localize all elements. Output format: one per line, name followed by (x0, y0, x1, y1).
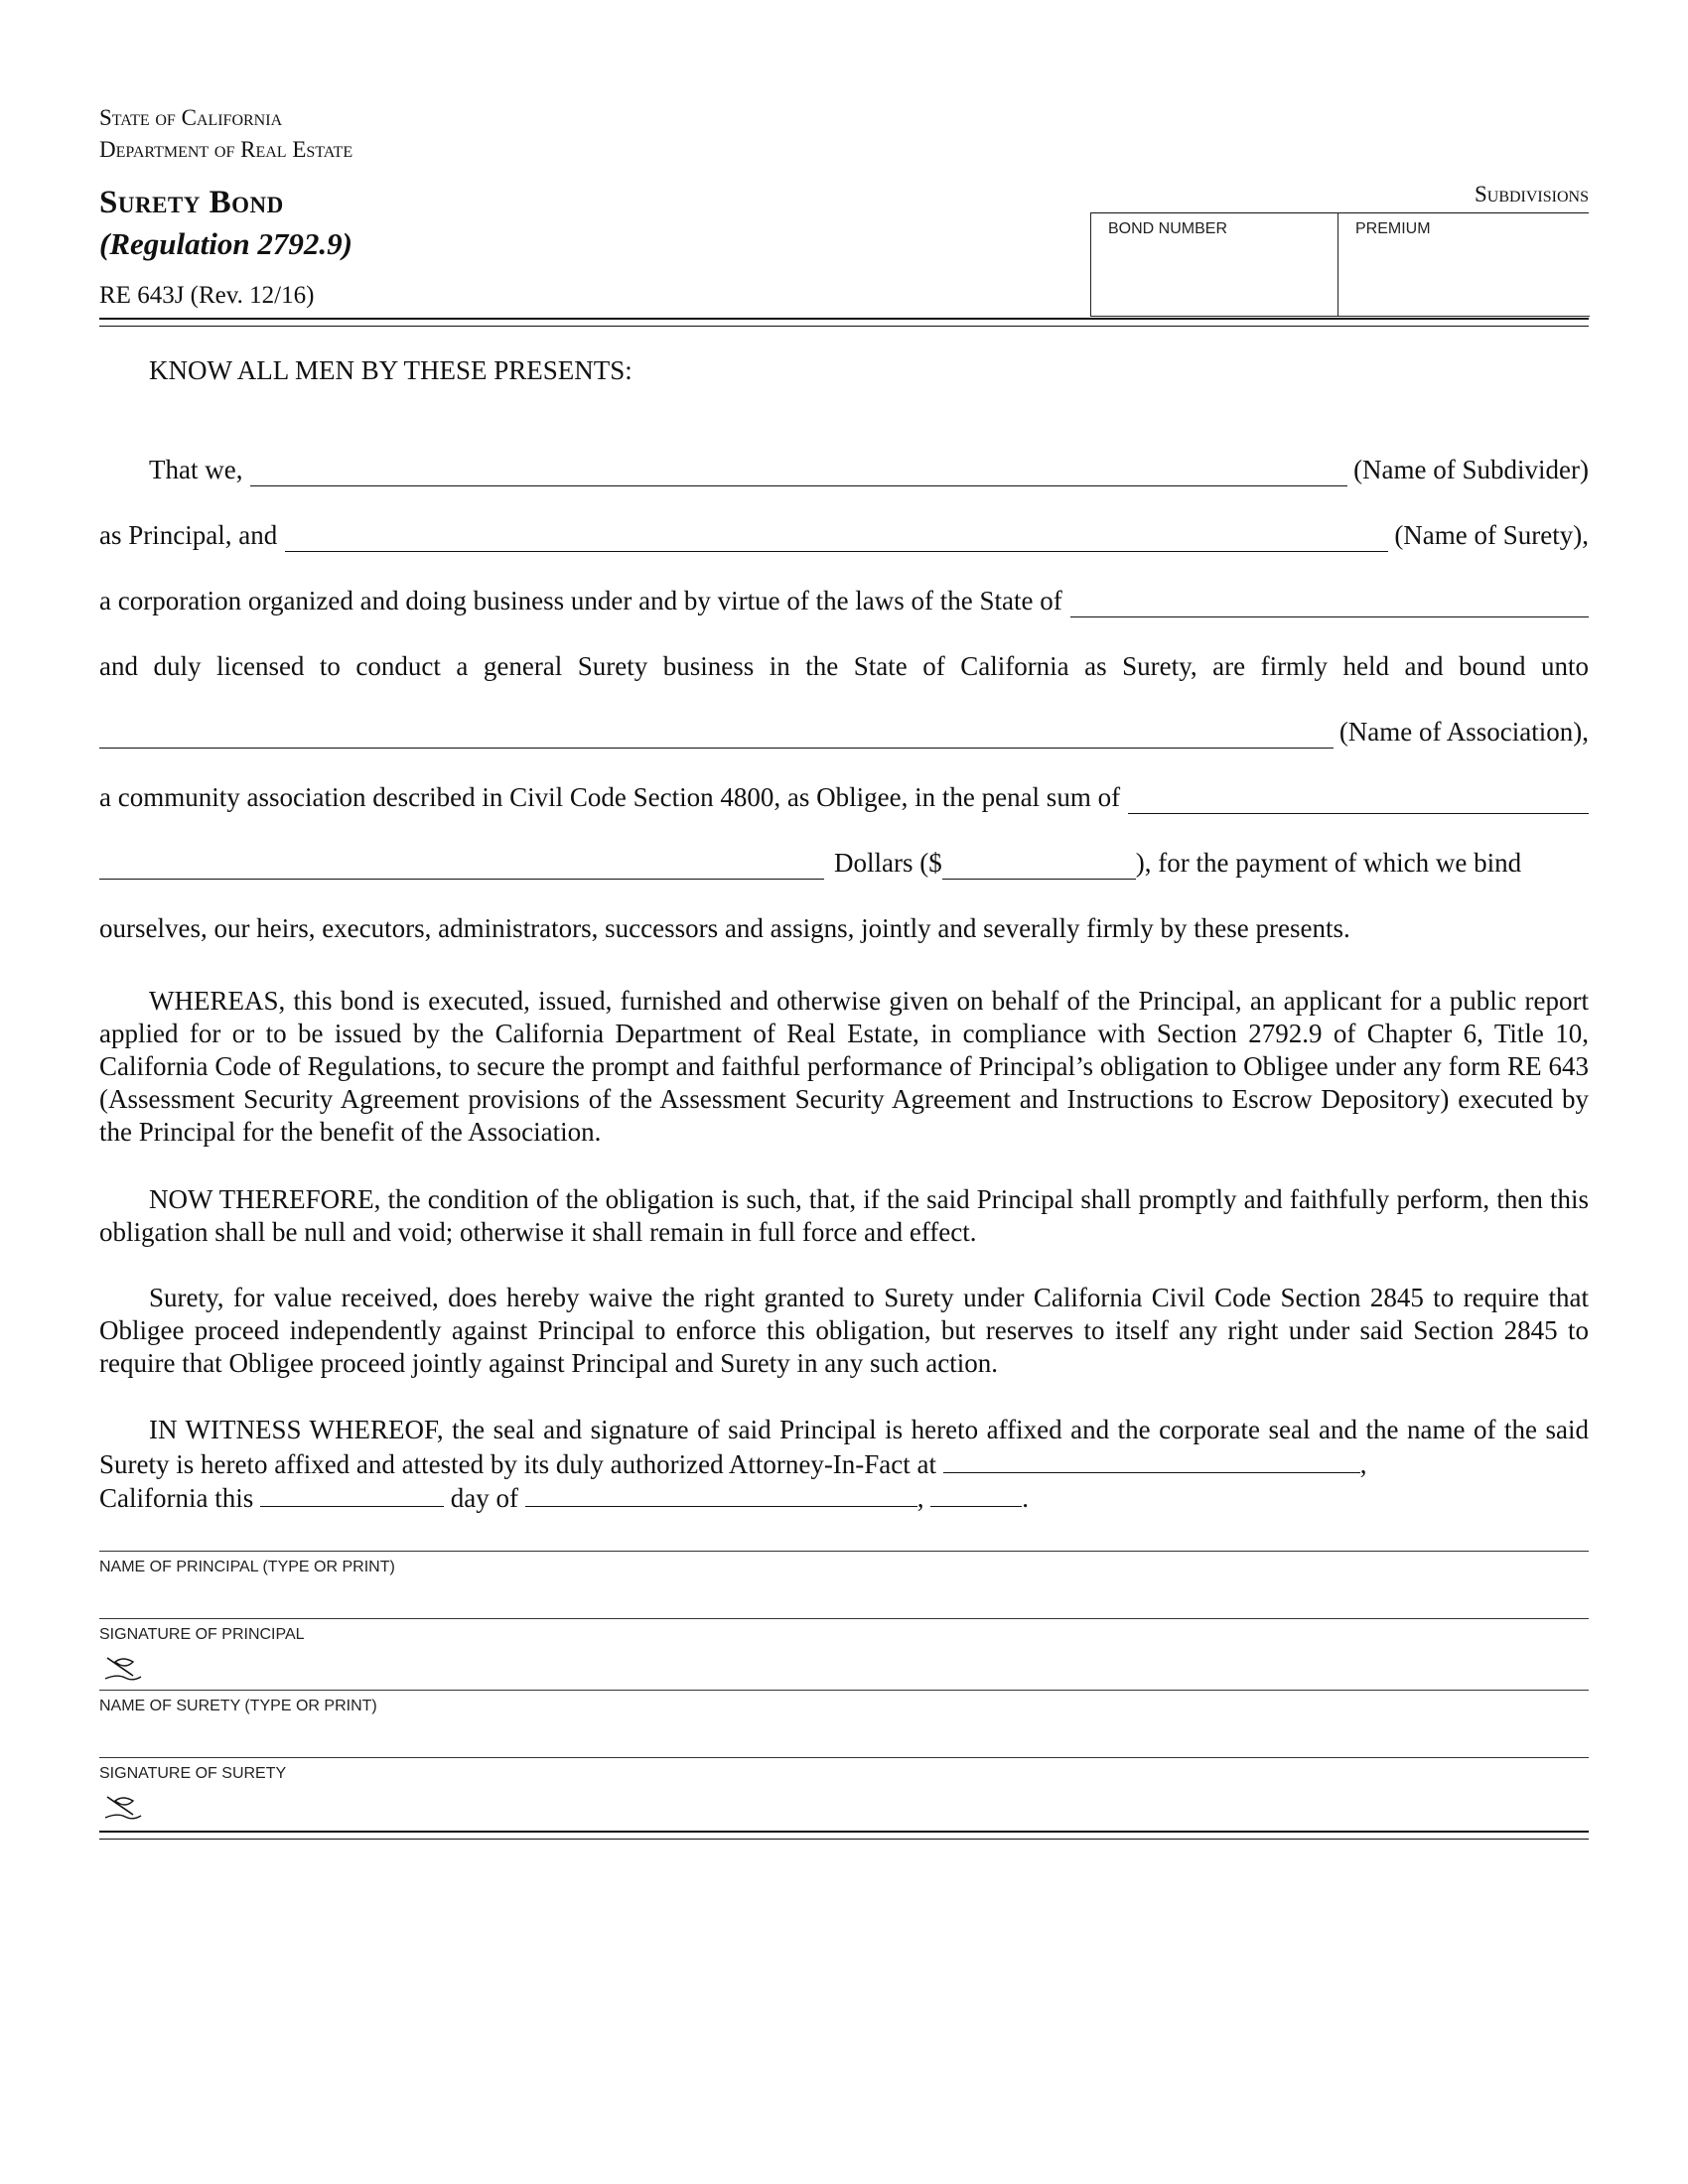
licensed-text: and duly licensed to conduct a general Surety business in the State of California as Surety, are firmly held and bound unto (99, 651, 1589, 681)
name-of-principal-label: NAME OF PRINCIPAL (TYPE OR PRINT) (99, 1559, 395, 1575)
california-this-label: California this (99, 1483, 254, 1513)
signature-of-principal-line[interactable] (99, 1618, 1589, 1619)
footer-divider (99, 1831, 1589, 1833)
state-of-incorporation-blank[interactable] (1070, 591, 1589, 617)
regulation-reference: (Regulation 2792.9) (99, 226, 352, 261)
bond-number-field[interactable] (1090, 212, 1337, 317)
corporation-text: a corporation organized and doing business under and by virtue of the laws of the State of (99, 586, 1062, 615)
surety-waiver-paragraph: Surety, for value received, does hereby waive the right granted to Surety under California Civil Code Section 2845 to require that Obligee proceed independently against Principal to enforce this obligation, but reserves to itself any right under said Section 2845 to require that Obligee proceed jointly against Principal and Surety in any such action. (99, 1283, 1589, 1378)
penal-sum-words-blank[interactable] (1128, 787, 1589, 814)
signature-of-surety-label: SIGNATURE OF SURETY (99, 1765, 287, 1782)
licensed-row (99, 649, 1589, 683)
premium-label: PREMIUM (1355, 220, 1431, 237)
attorney-location-blank[interactable] (943, 1446, 1360, 1473)
state-row (99, 584, 1589, 617)
name-of-surety-label: NAME OF SURETY (TYPE OR PRINT) (99, 1698, 377, 1714)
form-title: Surety Bond (99, 185, 284, 220)
subdivider-row (99, 453, 1589, 486)
surety-name-blank[interactable] (285, 525, 1388, 552)
name-of-surety-line[interactable] (99, 1690, 1589, 1691)
date-row (99, 1480, 1029, 1515)
premium-field[interactable] (1337, 212, 1590, 317)
footer-divider-thin (99, 1839, 1589, 1840)
signature-of-principal-label: SIGNATURE OF PRINCIPAL (99, 1626, 305, 1643)
witness-comma: , (1359, 1449, 1367, 1479)
association-row (99, 715, 1589, 749)
heirs-text: ourselves, our heirs, executors, administrators, successors and assigns, jointly and severally firmly by these presents. (99, 913, 1350, 943)
header-divider (99, 318, 1589, 320)
date-period: . (1022, 1483, 1029, 1513)
day-of-label: day of (450, 1483, 518, 1513)
that-we-label: That we, (149, 455, 243, 484)
signature-pen-icon (103, 1791, 143, 1821)
association-name-blank[interactable] (99, 722, 1334, 749)
department-name: Department of Real Estate (99, 137, 353, 162)
form-number: RE 643J (Rev. 12/16) (99, 282, 315, 309)
year-blank[interactable] (930, 1480, 1022, 1507)
surety-row (99, 518, 1589, 552)
form-category: Subdivisions (1474, 182, 1589, 206)
header-divider-thin (99, 326, 1589, 327)
principal-label: as Principal, and (99, 520, 278, 550)
name-of-principal-line[interactable] (99, 1551, 1589, 1552)
day-blank[interactable] (260, 1480, 444, 1507)
community-association-text: a community association described in Civil Code Section 4800, as Obligee, in the penal sum of (99, 782, 1121, 812)
whereas-paragraph: WHEREAS, this bond is executed, issued, furnished and otherwise given on behalf of the Principal, an applicant for a public report applied for or to be issued by the California Department of Real Estate, in compliance with Section 2792.9 of Chapter 6, Title 10, California Code of Regulations, to secure the prompt and faithful performance of Principal’s obligation to Obligee under any form RE 643 (Assessment Security Agreement provisions of the Assessment Security Agreement and Instructions to Escrow Depository) executed by the Principal for the benefit of the Association. (99, 986, 1589, 1147)
penal-sum-row (99, 780, 1589, 814)
now-therefore-paragraph: NOW THEREFORE, the condition of the obligation is such, that, if the said Principal shall promptly and faithfully perform, then this obligation shall be null and void; otherwise it shall remain in full force and effect. (99, 1184, 1589, 1247)
dollars-row (99, 846, 1589, 880)
subdivider-caption: (Name of Subdivider) (1353, 455, 1589, 484)
witness-paragraph (99, 1414, 1589, 1481)
subdivider-name-blank[interactable] (250, 460, 1347, 486)
date-comma: , (916, 1483, 924, 1513)
association-caption: (Name of Association), (1338, 717, 1589, 747)
signature-pen-icon (103, 1652, 143, 1682)
witness-text: IN WITNESS WHEREOF, the seal and signature of said Principal is hereto affixed and the corporate seal and the name of the said Surety is hereto affixed and attested by its duly authorized Attorney-In-Fact at (99, 1415, 1589, 1479)
bond-number-label: BOND NUMBER (1108, 220, 1228, 237)
surety-caption: (Name of Surety), (1394, 520, 1589, 550)
opening-statement: KNOW ALL MEN BY THESE PRESENTS: (149, 355, 633, 385)
month-blank[interactable] (525, 1480, 917, 1507)
signature-of-surety-line[interactable] (99, 1757, 1589, 1758)
dollars-label: Dollars ($ (834, 848, 942, 878)
heirs-row (99, 911, 1589, 945)
penal-sum-words-blank-2[interactable] (99, 853, 824, 880)
state-name: State of California (99, 105, 283, 130)
bind-text: ), for the payment of which we bind (1135, 848, 1522, 878)
penal-sum-amount-blank[interactable] (942, 853, 1136, 880)
